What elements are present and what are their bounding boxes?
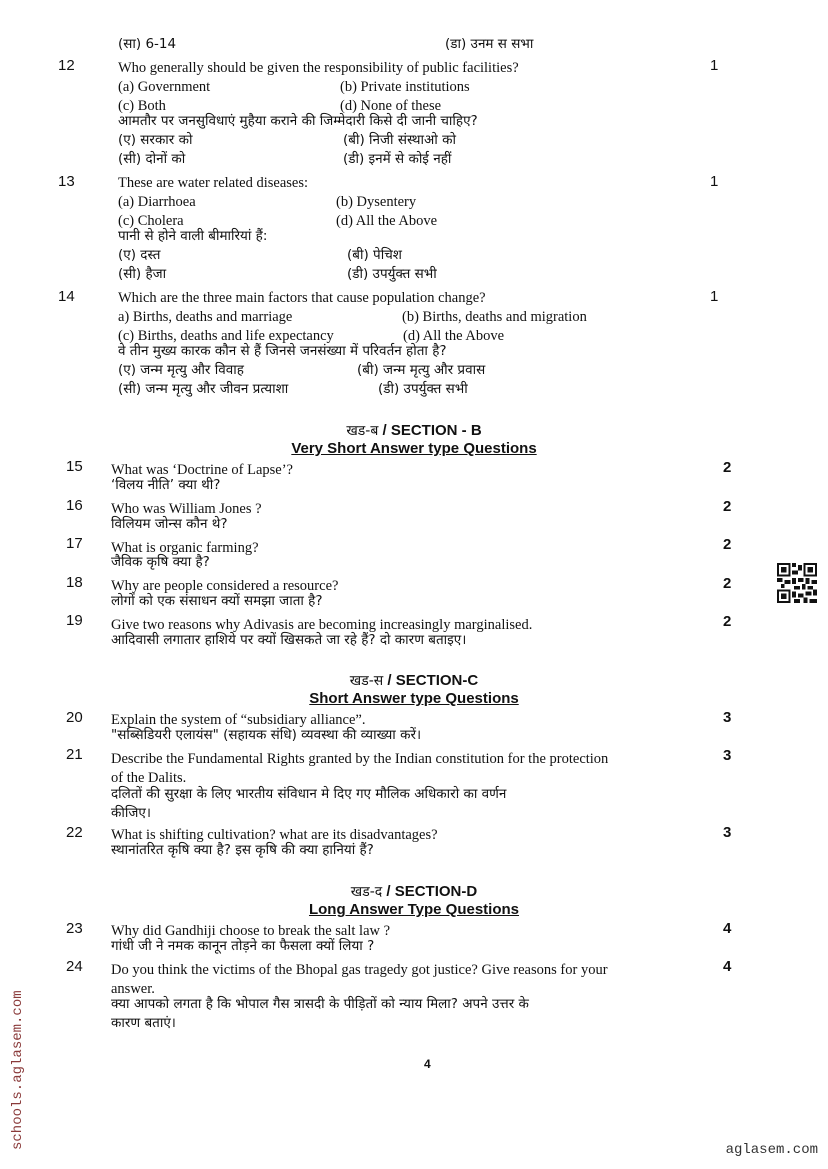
- question-text-hi-cont: कारण बताएं।: [111, 1015, 176, 1031]
- question-text-en-cont: of the Dalits.: [111, 770, 187, 786]
- question-text-hi: क्या आपको लगता है कि भोपाल गैस त्रासदी के पीड़ितों को न्याय मिला? अपने उत्तर के: [111, 996, 529, 1012]
- question-marks: 1: [710, 57, 719, 74]
- question-text-en: Why did Gandhiji choose to break the salt law ?: [111, 923, 391, 939]
- question-text-hi: आमतौर पर जनसुविधाएं मुहैया कराने की जिम्मेदारी किसे दी जानी चाहिए?: [118, 113, 478, 129]
- option-d-hi: (डी) उपर्युक्त सभी: [347, 266, 437, 282]
- carry-over-option-left: (सा) 6-14: [118, 36, 177, 52]
- question-marks: 2: [723, 498, 732, 515]
- bottom-watermark-link[interactable]: aglasem.com: [725, 1142, 818, 1158]
- option-a: a) Births, deaths and marriage: [118, 309, 293, 325]
- option-b: (b) Private institutions: [340, 79, 470, 95]
- section-subtitle: Very Short Answer type Questions: [291, 440, 537, 457]
- question-text-hi: पानी से होने वाली बीमारियां हैं:: [118, 228, 268, 244]
- question-text-hi: विलियम जोन्स कौन थे?: [111, 516, 228, 532]
- option-b-hi: (बी) निजी संस्थाओ को: [343, 132, 457, 148]
- question-text-en: Which are the three main factors that cause population change?: [118, 290, 486, 306]
- option-c: (c) Both: [118, 98, 166, 114]
- question-text-en: Who was William Jones ?: [111, 501, 262, 517]
- question-marks: 2: [723, 536, 732, 553]
- question-text-en: Who generally should be given the responsibility of public facilities?: [118, 60, 519, 76]
- question-text-hi: गांधी जी ने नमक कानून तोड़ने का फैसला क्यों लिया ?: [111, 938, 375, 954]
- option-d-hi: (डी) इनमें से कोई नहीं: [343, 151, 452, 167]
- question-text-hi: "सब्सिडियरी एलायंस" (सहायक संधि) व्यवस्था की व्याख्या करें।: [111, 727, 422, 743]
- question-number: 15: [66, 458, 83, 475]
- question-marks: 2: [723, 459, 732, 476]
- option-d: (d) All the Above: [336, 213, 438, 229]
- option-d: (d) None of these: [340, 98, 442, 114]
- question-number: 18: [66, 574, 83, 591]
- section-title-hi: खड-द: [350, 884, 383, 900]
- question-marks: 4: [723, 920, 732, 937]
- option-c-hi: (सी) हैजा: [118, 266, 167, 282]
- section-title-hi: खड-ब: [346, 423, 379, 439]
- section-title: [0, 421, 828, 440]
- question-text-en: Explain the system of “subsidiary alliance”.: [111, 712, 366, 728]
- question-number: 16: [66, 497, 83, 514]
- option-c: (c) Cholera: [118, 213, 184, 229]
- question-text-hi: स्थानांतरित कृषि क्या है? इस कृषि की क्या हानियां हैं?: [111, 842, 374, 858]
- question-number: 24: [66, 958, 83, 975]
- section-title-en: / SECTION - B: [378, 422, 482, 439]
- option-b-hi: (बी) जन्म मृत्यु और प्रवास: [357, 362, 486, 378]
- section-title-en: / SECTION-C: [383, 672, 479, 689]
- question-text-hi: दलितों की सुरक्षा के लिए भारतीय संविधान मे दिए गए मौलिक अधिकारो का वर्णन: [111, 786, 507, 802]
- question-marks: 4: [723, 958, 732, 975]
- qr-code-icon: [777, 563, 817, 603]
- question-number: 20: [66, 709, 83, 726]
- option-c-hi: (सी) दोनों को: [118, 151, 186, 167]
- section-title: [0, 671, 828, 690]
- option-b: (b) Births, deaths and migration: [402, 309, 587, 325]
- question-number: 12: [58, 57, 75, 74]
- question-text-en: What is shifting cultivation? what are its disadvantages?: [111, 827, 438, 843]
- question-number: 17: [66, 535, 83, 552]
- option-a-hi: (ए) सरकार को: [118, 132, 193, 148]
- question-text-hi: ‘विलय नीति’ क्या थी?: [111, 477, 221, 493]
- question-text-hi-cont: कीजिए।: [111, 805, 151, 821]
- section-subtitle: Long Answer Type Questions: [308, 901, 520, 918]
- section-title-en: / SECTION-D: [382, 883, 478, 900]
- carry-over-option-right: (डा) उनम स सभा: [445, 36, 534, 52]
- question-marks: 1: [710, 173, 719, 190]
- option-b: (b) Dysentery: [336, 194, 417, 210]
- option-d: (d) All the Above: [403, 328, 505, 344]
- page-number: 4: [424, 1057, 431, 1071]
- section-title-hi: खड-स: [349, 673, 384, 689]
- question-marks: 2: [723, 613, 732, 630]
- option-a: (a) Diarrhoea: [118, 194, 196, 210]
- option-a-hi: (ए) दस्त: [118, 247, 161, 263]
- question-text-en: Why are people considered a resource?: [111, 578, 339, 594]
- section-subtitle: Short Answer type Questions: [309, 690, 519, 707]
- question-number: 22: [66, 824, 83, 841]
- question-marks: 3: [723, 824, 732, 841]
- option-c-hi: (सी) जन्म मृत्यु और जीवन प्रत्याशा: [118, 381, 289, 397]
- question-text-hi: लोगों को एक संसाधन क्यों समझा जाता है?: [111, 593, 323, 609]
- option-b-hi: (बी) पेचिश: [347, 247, 402, 263]
- question-text-hi: वे तीन मुख्य कारक कौन से हैं जिनसे जनसंख्या में परिवर्तन होता है?: [118, 343, 447, 359]
- option-a: (a) Government: [118, 79, 211, 95]
- side-watermark-link[interactable]: schools.aglasem.com: [10, 990, 26, 1150]
- question-marks: 1: [710, 288, 719, 305]
- question-text-en: What was ‘Doctrine of Lapse’?: [111, 462, 293, 478]
- question-number: 23: [66, 920, 83, 937]
- question-text-en: Describe the Fundamental Rights granted by the Indian constitution for the protection: [111, 751, 609, 767]
- question-marks: 3: [723, 747, 732, 764]
- question-text-hi: आदिवासी लगातार हाशिये पर क्यों खिसकते जा रहे हैं? दो कारण बताइए।: [111, 632, 467, 648]
- question-marks: 2: [723, 575, 732, 592]
- question-text-hi: जैविक कृषि क्या है?: [111, 554, 210, 570]
- question-number: 21: [66, 746, 83, 763]
- question-number: 14: [58, 288, 75, 305]
- question-text-en-cont: answer.: [111, 981, 155, 997]
- option-a-hi: (ए) जन्म मृत्यु और विवाह: [118, 362, 244, 378]
- option-c: (c) Births, deaths and life expectancy: [118, 328, 334, 344]
- section-title: [0, 882, 828, 901]
- question-text-en: Give two reasons why Adivasis are becoming increasingly marginalised.: [111, 617, 533, 633]
- question-number: 19: [66, 612, 83, 629]
- question-number: 13: [58, 173, 75, 190]
- question-text-en: What is organic farming?: [111, 540, 259, 556]
- question-marks: 3: [723, 709, 732, 726]
- option-d-hi: (डी) उपर्युक्त सभी: [378, 381, 468, 397]
- question-text-en: Do you think the victims of the Bhopal gas tragedy got justice? Give reasons for your: [111, 962, 608, 978]
- question-text-en: These are water related diseases:: [118, 175, 309, 191]
